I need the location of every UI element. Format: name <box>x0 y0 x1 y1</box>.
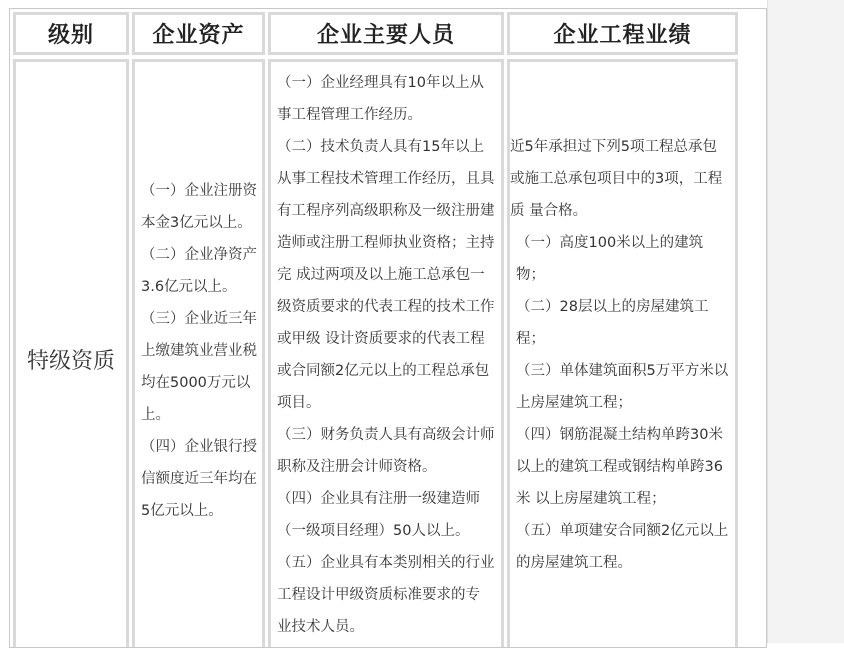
personnel-item: （五）企业具有本类别相关的行业工程设计甲级资质标准要求的专 业技术人员。 <box>277 555 495 635</box>
assets-item: （三）企业近三年上缴建筑业营业税均在5000万元以上。 <box>141 311 257 423</box>
header-performance: 企业工程业绩 <box>507 12 738 55</box>
assets-item: （一）企业注册资本金3亿元以上。 <box>141 183 257 231</box>
assets-item: （四）企业银行授信额度近三年均在5亿元以上。 <box>141 439 257 519</box>
assets-item: （二）企业净资产3.6亿元以上。 <box>141 247 257 295</box>
personnel-item: （四）企业具有注册一级建造师（一级项目经理）50人以上。 <box>277 491 480 539</box>
header-level: 级别 <box>13 12 129 55</box>
header-assets: 企业资产 <box>132 12 265 55</box>
performance-item: 近5年承担过下列5项工程总承包或施工总承包项目中的3项，工程质 量合格。 <box>510 139 723 219</box>
personnel-item: （一）企业经理具有10年以上从事工程管理工作经历。 <box>277 75 484 123</box>
personnel-cell <box>268 59 504 648</box>
performance-item: （一）高度100米以上的建筑物； <box>516 235 704 283</box>
assets-cell <box>132 59 265 648</box>
page-side-margin <box>767 0 844 643</box>
performance-item: （三）单体建筑面积5万平方米以上房屋建筑工程； <box>516 363 729 411</box>
personnel-item: （三）财务负责人具有高级会计师职称及注册会计师资格。 <box>277 427 495 475</box>
level-value: 特级资质 <box>26 348 115 374</box>
performance-item: （二）28层以上的房屋建筑工程； <box>516 299 709 347</box>
performance-cell <box>507 59 738 648</box>
performance-item: （四）钢筋混凝土结构单跨30米以上的建筑工程或钢结构单跨36米 以上房屋建筑工程； <box>516 427 723 507</box>
page-side-divider <box>767 0 768 643</box>
header-personnel: 企业主要人员 <box>268 12 504 55</box>
level-cell <box>13 59 129 648</box>
performance-item: （五）单项建安合同额2亿元以上的房屋建筑工程。 <box>516 523 729 571</box>
personnel-item: （二）技术负责人具有15年以上从事工程技术管理工作经历，且具 有工程序列高级职称及一级注册建造师或注册工程师执业资格；主持完 成过两项及以上施工总承包一级资质要求的代表工程的技术工作或甲级 设计资质要求的代表工程或合同额2亿元以上的工程总承包项目。 <box>277 139 495 411</box>
qualification-table <box>9 8 767 648</box>
